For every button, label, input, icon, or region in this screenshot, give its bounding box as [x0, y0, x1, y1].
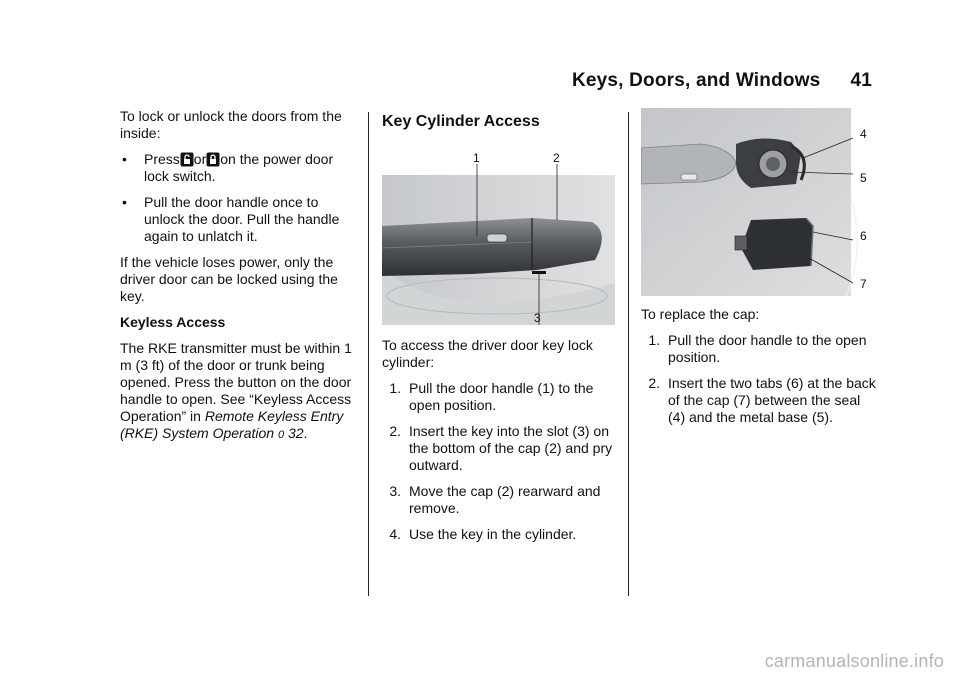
key-cylinder-intro: To access the driver door key lock cylinder:	[382, 337, 593, 370]
list-item: 2. Insert the key into the slot (3) on the bottom of the cap (2) and pry outward.	[389, 423, 613, 473]
cap-replacement-figure	[641, 108, 876, 296]
power-loss-paragraph: If the vehicle loses power, only the driver door can be locked using the key.	[120, 254, 338, 304]
door-handle-figure	[382, 138, 615, 325]
column-1	[120, 108, 360, 453]
column-2	[382, 108, 622, 552]
bullet-item: • Press or on the power door lock switch.	[122, 151, 334, 184]
callout-2: 2	[553, 151, 560, 165]
intro-paragraph: To lock or unlock the doors from the inside:	[120, 108, 342, 141]
list-item: 3. Move the cap (2) rearward and remove.	[389, 483, 601, 516]
page-reference-icon: 0	[277, 429, 285, 441]
cap-replacement-steps	[641, 332, 876, 426]
keyless-access-paragraph: The RKE transmitter must be within 1 m (3 ft) of the door or trunk being opened. Press the button on the door handle to open. See “Keyless Access Operation” in Remote Keyless Entry (RKE) System Operation 0 32.	[120, 340, 352, 441]
column-divider	[628, 112, 629, 596]
list-item: 1. Pull the door handle (1) to the open position.	[389, 380, 594, 413]
keyless-access-heading: Keyless Access	[120, 314, 226, 330]
section-heading: Key Cylinder Access	[382, 113, 540, 130]
callout-7: 7	[860, 277, 867, 291]
cap-replacement-intro: To replace the cap:	[641, 306, 760, 322]
watermark: carmanualsonline.info	[764, 651, 944, 671]
page-reference[interactable]: 32	[287, 425, 304, 441]
list-item: 1. Pull the door handle to the open position.	[648, 332, 867, 365]
bullet-item: • Pull the door handle once to unlock the door. Pull the handle again to unlatch it.	[122, 194, 340, 244]
list-item: 2. Insert the two tabs (6) at the back of the cap (7) between the seal (4) and the metal base (5).	[648, 375, 876, 425]
list-item: 4. Use the key in the cylinder.	[389, 526, 577, 542]
bullet-dot: •	[122, 194, 127, 210]
callout-4: 4	[860, 127, 867, 141]
callout-1: 1	[473, 151, 480, 165]
cap-replacement-illustration	[641, 108, 876, 296]
cross-reference[interactable]: Remote Keyless Entry (RKE) System Operation	[120, 408, 344, 441]
callout-5: 5	[860, 171, 867, 185]
page-number: 41	[850, 70, 872, 91]
unlock-icon	[180, 152, 194, 167]
lock-icon	[206, 152, 220, 167]
section-title: Keys, Doors, and Windows	[571, 70, 821, 91]
column-3	[641, 108, 876, 435]
page-header	[572, 70, 872, 92]
key-cylinder-steps	[382, 380, 622, 543]
callout-3: 3	[534, 311, 541, 325]
callout-6: 6	[860, 229, 867, 243]
bullet-dot: •	[122, 151, 127, 167]
door-handle-illustration	[382, 138, 615, 325]
column-divider	[368, 112, 369, 596]
